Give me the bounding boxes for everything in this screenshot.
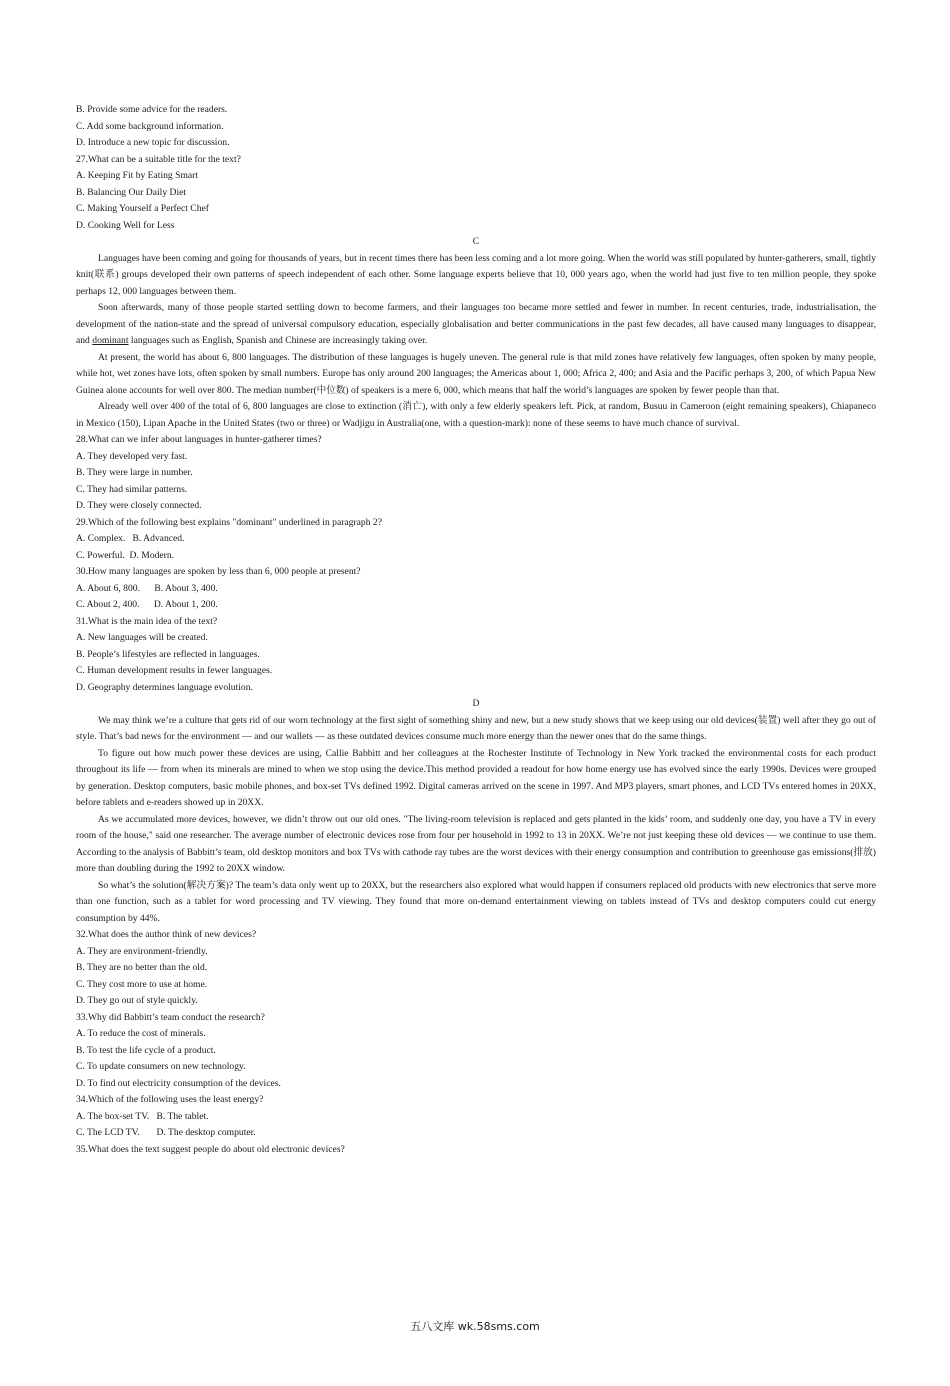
question-32: 32.What does the author think of new devices? [76,929,257,940]
option-line: C. Making Yourself a Perfect Chef [76,203,209,214]
question-30: 30.How many languages are spoken by less than 6, 000 people at present? [76,566,361,577]
passage-c-paragraph-1: Languages have been coming and going for thousands of years, but in recent times there has been less coming and a lot more going. When the world was still populated by hunter-gatherers, small, tightly knit(联系) groups developed their own patterns of speech independent of each other. Some language experts believe that 10, 000 years ago, when the world had just five to ten million people, they spoke perhaps 12, 000 languages between them. [76,252,876,297]
question-27: 27.What can be a suitable title for the text? [76,153,241,165]
option-line: B. They were large in number. [76,467,193,478]
paragraph-text: Soon afterwards, many of those people started settling down to become farmers, and their languages too became more settled and fewer in number. In recent centuries, trade, industrialisation, the development of the nation-state and the spread of universal compulsory education, especially globalisation and better communications in the past few decades, all have caused many languages to disappear, and [76,302,876,346]
option-line: A. New languages will be created. [76,632,208,643]
option-line: A. About 6, 800. B. About 3, 400. [76,582,218,594]
option-line: A. Keeping Fit by Eating Smart [76,170,199,181]
question-35: 35.What does the text suggest people do about old electronic devices? [76,1143,345,1155]
document-page [76,102,876,1158]
section-c-heading: C [472,236,480,247]
option-line: B. People’s lifestyles are reflected in languages. [76,648,260,660]
option-line: C. Human development results in fewer languages. [76,665,273,676]
question-29: 29.Which of the following best explains "dominant" underlined in paragraph 2? [76,516,382,528]
underlined-word: dominant [92,335,129,346]
passage-c-paragraph-2 [76,300,876,350]
option-line: D. To find out electricity consumption of the devices. [76,1077,281,1089]
option-line: D. They were closely connected. [76,500,202,511]
passage-c-paragraph-3: At present, the world has about 6, 800 languages. The distribution of these languages is hugely uneven. The general rule is that mild zones have relatively few languages, often spoken by many people, while hot, wet zones have lots, often spoken by small numbers. Europe has only around 200 languages; the Americas about 1, 000; Africa 2, 400; and Asia and the Pacific perhaps 3, 200, of which Papua New Guinea alone accounts for well over 800. The median number(中位数) of speakers is a mere 6, 000, which means that half the world’s languages are spoken by fewer people than that. [76,351,876,396]
passage-d-paragraph-3: As we accumulated more devices, however, we didn’t throw out our old ones. "The living-room television is replaced and gets planted in the kids’ room, and suddenly one day, you have a TV in every room of the house," said one researcher. The average number of electronic devices rose from four per household in 1992 to 13 in 20XX. We’re not just keeping these old devices — we continue to use them. According to the analysis of Babbitt’s team, old desktop monitors and box TVs with cathode ray tubes are the worst devices with their energy consumption and contribution to greenhouse gas emissions(排放) more than doubling during the 1992 to 20XX window. [76,813,876,874]
option-line: D. Cooking Well for Less [76,219,175,231]
option-line: A. They developed very fast. [76,450,188,462]
option-line: C. Powerful. D. Modern. [76,549,175,561]
option-line: C. About 2, 400. D. About 1, 200. [76,599,218,610]
question-34: 34.Which of the following uses the least energy? [76,1094,264,1105]
option-line: C. They had similar patterns. [76,483,188,495]
section-d-heading: D [472,698,480,709]
question-28: 28.What can we infer about languages in hunter-gatherer times? [76,434,322,445]
option-line: D. Introduce a new topic for discussion. [76,137,230,148]
option-line: C. To update consumers on new technology. [76,1061,246,1072]
option-line: B. They are no better than the old. [76,962,208,973]
option-line: A. To reduce the cost of minerals. [76,1028,206,1039]
option-line: A. They are environment-friendly. [76,945,208,957]
option-line: B. To test the life cycle of a product. [76,1044,216,1056]
option-line: D. Geography determines language evolution. [76,681,253,693]
option-line: A. Complex. B. Advanced. [76,533,185,544]
passage-c-paragraph-4: Already well over 400 of the total of 6, 800 languages are close to extinction (消亡), with only a few elderly speakers left. Pick, at random, Busuu in Cameroon (eight remaining speakers), Chiapaneco in Mexico (150), Lipan Apache in the United States (two or three) or Wadjigu in Australia(one, with a question-mark): none of these seems to have much chance of survival. [76,401,876,429]
question-31: 31.What is the main idea of the text? [76,615,218,627]
passage-d-paragraph-2: To figure out how much power these devices are using, Callie Babbitt and her colleagues at the Rochester Institute of Technology in New York tracked the environmental costs for each product throughout its life — from when its minerals are mined to when we stop using the device.This method provided a readout for how home energy use has evolved since the early 1990s. Devices were grouped by generation. Desktop computers, basic mobile phones, and box-set TVs defined 1992. Digital cameras arrived on the scene in 1997. And MP3 players, smart phones, and LCD TVs entered homes in 20XX, before tablets and e-readers showed up in 20XX. [76,747,876,808]
footer-watermark: 五八文库 wk.58sms.com [410,1320,540,1333]
option-line: A. The box-set TV. B. The tablet. [76,1110,209,1122]
option-line: C. Add some background information. [76,120,224,132]
question-33: 33.Why did Babbitt’s team conduct the research? [76,1011,265,1023]
paragraph-text: languages such as English, Spanish and Chinese are increasingly taking over. [128,335,428,346]
option-line: D. They go out of style quickly. [76,995,198,1006]
passage-d-paragraph-1: We may think we’re a culture that gets rid of our worn technology at the first sight of something shiny and new, but a new study shows that we keep using our old devices(装置) well after they go out of style. That’s bad news for the environment — and our wallets — as these outdated devices consume much more energy than the newer ones that do the same things. [76,714,876,742]
option-line: B. Balancing Our Daily Diet [76,186,187,198]
option-line: B. Provide some advice for the readers. [76,104,228,115]
option-line: C. The LCD TV. D. The desktop computer. [76,1127,256,1138]
passage-d-paragraph-4: So what’s the solution(解决方案)? The team’s data only went up to 20XX, but the researchers also explored what would happen if consumers replaced old products with new electronics that serve more than one function, such as a tablet for word processing and TV viewing. They found that more on-demand entertainment viewing on tablets instead of TVs and desktop computers could cut energy consumption by 44%. [76,879,876,924]
option-line: C. They cost more to use at home. [76,978,208,990]
